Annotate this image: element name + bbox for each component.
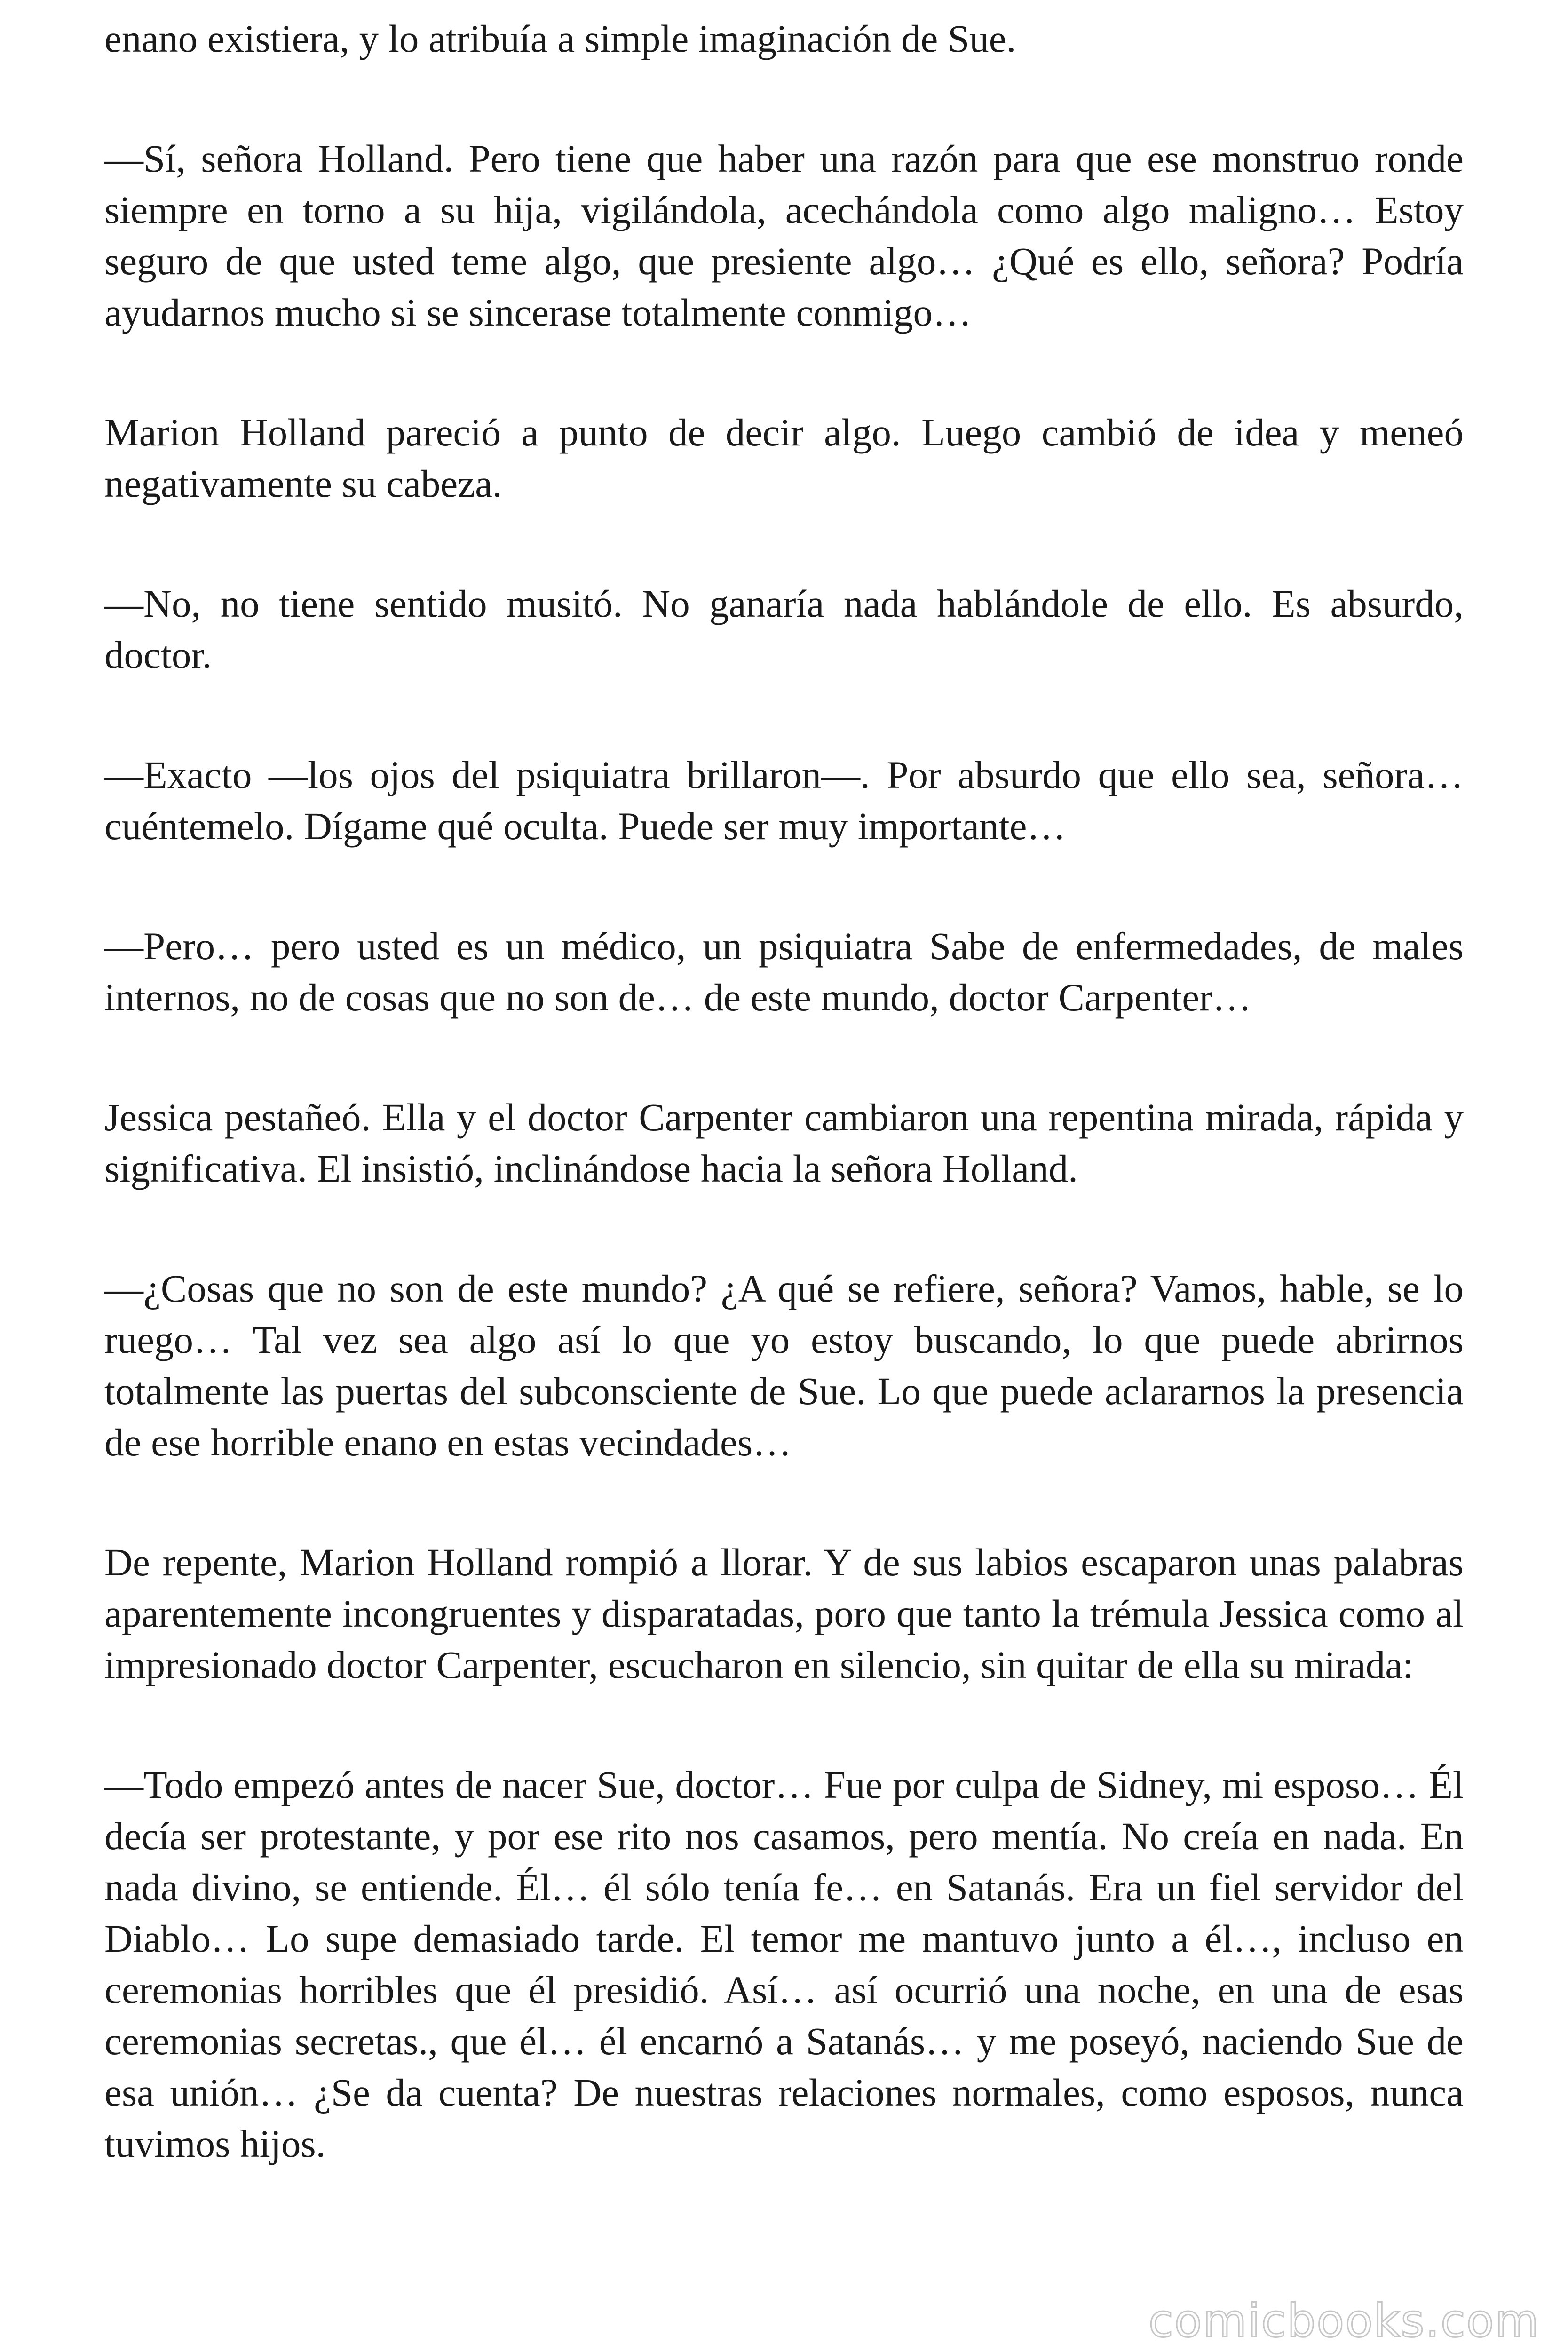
paragraph: Jessica pestañeó. Ella y el doctor Carpenter cambiaron una repentina mirada, rápida y significativa. El insistió, inclinándose hacia la señora Holland. <box>104 1096 1464 1190</box>
paragraph: —Sí, señora Holland. Pero tiene que haber una razón para que ese monstruo ronde siempre en torno a su hija, vigilándola, acechándola como algo maligno… Estoy seguro de que usted teme algo, que presiente algo… ¿Qué es ello, señora? Podría ayudarnos mucho si se sincerase totalmente conmigo… <box>104 137 1464 334</box>
paragraph: De repente, Marion Holland rompió a llorar. Y de sus labios escaparon unas palabras aparentemente incongruentes y disparatadas, poro que tanto la trémula Jessica como al impresionado doctor Carpenter, escucharon en silencio, sin quitar de ella su mirada: <box>104 1541 1464 1686</box>
document-page <box>104 13 1464 2238</box>
watermark: comicbooks.com <box>1148 2295 1540 2347</box>
paragraph: —Exacto —los ojos del psiquiatra brillaron—. Por absurdo que ello sea, señora… cuéntemelo. Dígame qué oculta. Puede ser muy importante… <box>104 753 1464 848</box>
paragraph: —No, no tiene sentido musitó. No ganaría nada hablándole de ello. Es absurdo, doctor. <box>104 582 1464 676</box>
paragraph: —Pero… pero usted es un médico, un psiquiatra Sabe de enfermedades, de males internos, no de cosas que no son de… de este mundo, doctor Carpenter… <box>104 924 1464 1019</box>
paragraph: —¿Cosas que no son de este mundo? ¿A qué se refiere, señora? Vamos, hable, se lo ruego… Tal vez sea algo así lo que yo estoy buscando, lo que puede abrirnos totalmente las puertas del subconsciente de Sue. Lo que puede aclararnos la presencia de ese horrible enano en estas vecindades… <box>104 1267 1464 1464</box>
paragraph: enano existiera, y lo atribuía a simple imaginación de Sue. <box>104 17 1016 60</box>
paragraph: Marion Holland pareció a punto de decir algo. Luego cambió de idea y meneó negativamente su cabeza. <box>104 411 1464 505</box>
paragraph: —Todo empezó antes de nacer Sue, doctor… Fue por culpa de Sidney, mi esposo… Él decía ser protestante, y por ese rito nos casamos, pero mentía. No creía en nada. En nada divino, se entiende. Él… él sólo tenía fe… en Satanás. Era un fiel servidor del Diablo… Lo supe demasiado tarde. El temor me mantuvo junto a él…, incluso en ceremonias horribles que él presidió. Así… así ocurrió una noche, en una de esas ceremonias secretas., que él… él encarnó a Satanás… y me poseyó, naciendo Sue de esa unión… ¿Se da cuenta? De nuestras relaciones normales, como esposos, nunca tuvimos hijos. <box>104 1763 1464 2165</box>
